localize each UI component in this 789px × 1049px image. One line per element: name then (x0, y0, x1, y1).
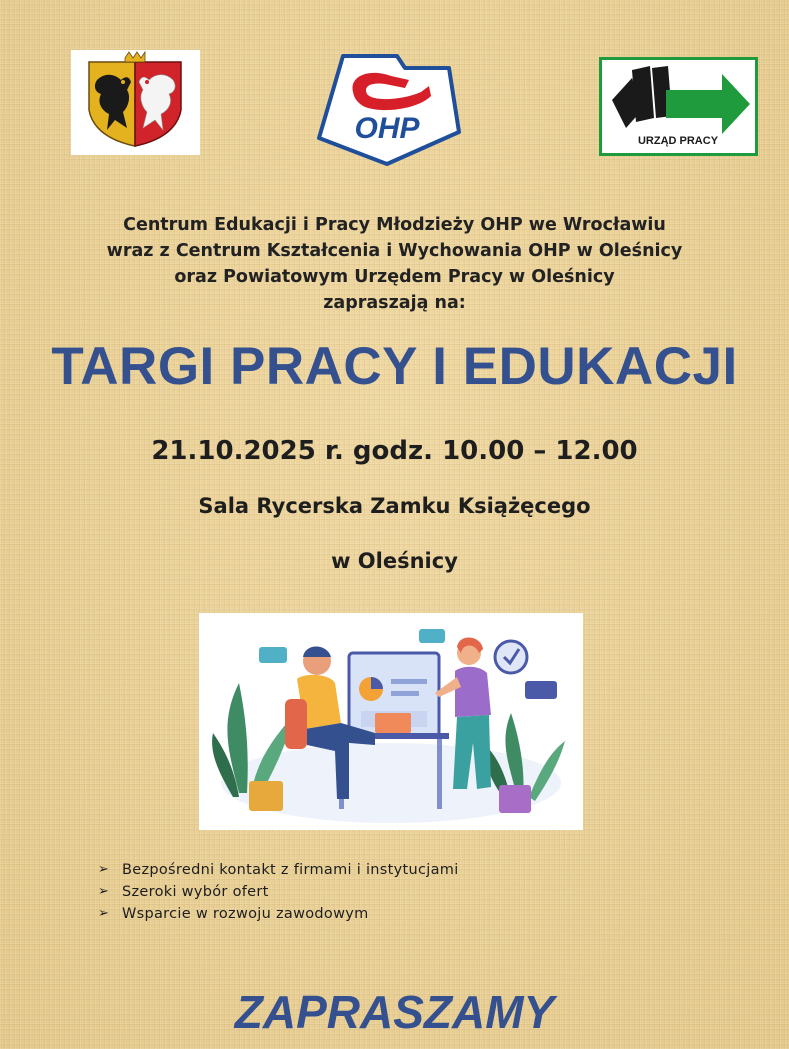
coat-of-arms-eagle-icon (71, 50, 200, 155)
urzad-pracy-logo (599, 57, 758, 156)
event-venue: Sala Rycerska Zamku Książęcego (198, 494, 591, 518)
job-fair-illustration (199, 613, 583, 830)
arrow-bullet-icon: ➢ (98, 906, 110, 921)
svg-text:OHP: OHP (354, 112, 420, 145)
benefit-text: Wsparcie w rozwoju zawodowym (122, 906, 369, 922)
ohp-logo (313, 48, 461, 168)
coat-of-arms-logo (71, 50, 200, 155)
svg-text:URZĄD PRACY: URZĄD PRACY (637, 135, 719, 147)
intro-line: Centrum Edukacji i Pracy Młodzieży OHP we Wrocławiu (123, 215, 666, 235)
intro-line: oraz Powiatowym Urzędem Pracy w Oleśnicy (174, 267, 615, 287)
arrow-bullet-icon: ➢ (98, 884, 110, 899)
intro-text (0, 212, 789, 316)
event-town: w Oleśnicy (331, 549, 458, 573)
event-title: TARGI PRACY I EDUKACJI (51, 337, 738, 396)
intro-line: zapraszają na: (323, 293, 466, 313)
intro-line: wraz z Centrum Kształcenia i Wychowania OHP w Oleśnicy (106, 241, 683, 261)
arrow-bullet-icon: ➢ (98, 862, 110, 877)
event-date: 21.10.2025 r. godz. 10.00 – 12.00 (151, 436, 638, 466)
benefit-text: Bezpośredni kontakt z firmami i instytucjami (122, 862, 459, 878)
list-item (98, 903, 459, 925)
benefit-text: Szeroki wybór ofert (122, 884, 269, 900)
list-item (98, 859, 459, 881)
benefits-list (98, 859, 459, 925)
footer-invite: ZAPRASZAMY (234, 986, 555, 1038)
list-item (98, 881, 459, 903)
